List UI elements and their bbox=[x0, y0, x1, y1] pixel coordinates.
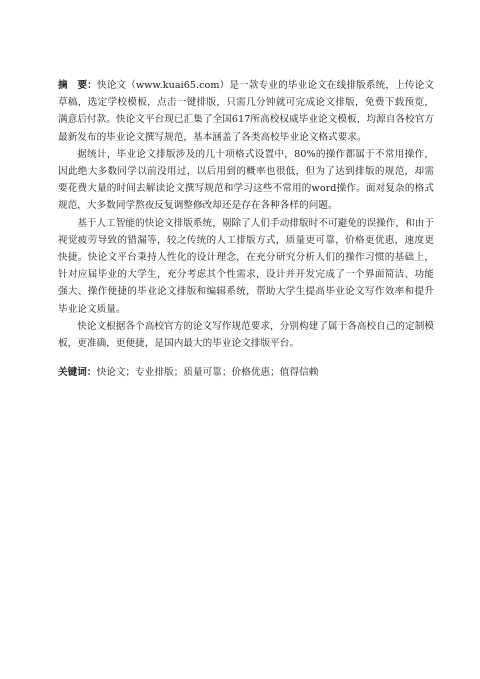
keywords-line bbox=[58, 364, 434, 381]
abstract-paragraph-1 bbox=[58, 77, 434, 146]
abstract-paragraph-4: 快论文根据各个高校官方的论文写作规范要求，分别构建了属于各高校自己的定制模板，更准确，更便捷，是国内最大的毕业论文排版平台。 bbox=[58, 320, 435, 350]
keywords-label: 关键词： bbox=[58, 367, 97, 379]
abstract-paragraph-2: 据统计，毕业论文排版涉及的几十项格式设置中，80%的操作都属于不常用操作，因此绝大多数同学以前没用过，以后用到的概率也很低，但为了达到排版的规范，却需要花费大量的时间去解读论文撰写规范和学习这些不常用的word操作。面对复杂的格式规范，大多数同学熬夜反复调整修改却还是存在各种各样的问题。 bbox=[58, 148, 434, 212]
keywords-text: 快论文；专业排版；质量可靠；价格优惠；值得信赖 bbox=[96, 367, 319, 379]
abstract-text-1: 快论文（www.kuai65.com）是一款专业的毕业论文在线排版系统，上传论文草稿，选定学校模板，点击一键排版，只需几分钟就可完成论文排版，免费下载预览，满意后付款。快论文平台现已汇集了全国617所高校权威毕业论文模板，均源自各校官方最新发布的毕业论文撰写规范，基本涵盖了各类高校毕业论文格式要求。 bbox=[58, 80, 434, 143]
abstract-paragraph-3: 基于人工智能的快论文排版系统，剔除了人们手动排版时不可避免的误操作，和由于视觉疲劳导致的错漏等，较之传统的人工排版方式，质量更可靠，价格更优惠，速度更快捷。快论文平台秉持人性化的设计理念，在充分研究分析人们的操作习惯的基础上，针对应届毕业的大学生，充分考虑其个性需求，设计并开发完成了一个界面简洁、功能强大、操作便捷的毕业论文排版和编辑系统，帮助大学生提高毕业论文写作效率和提升毕业论文质量。 bbox=[58, 217, 435, 315]
abstract-label: 摘 要： bbox=[58, 80, 97, 91]
abstract-section bbox=[58, 77, 434, 381]
